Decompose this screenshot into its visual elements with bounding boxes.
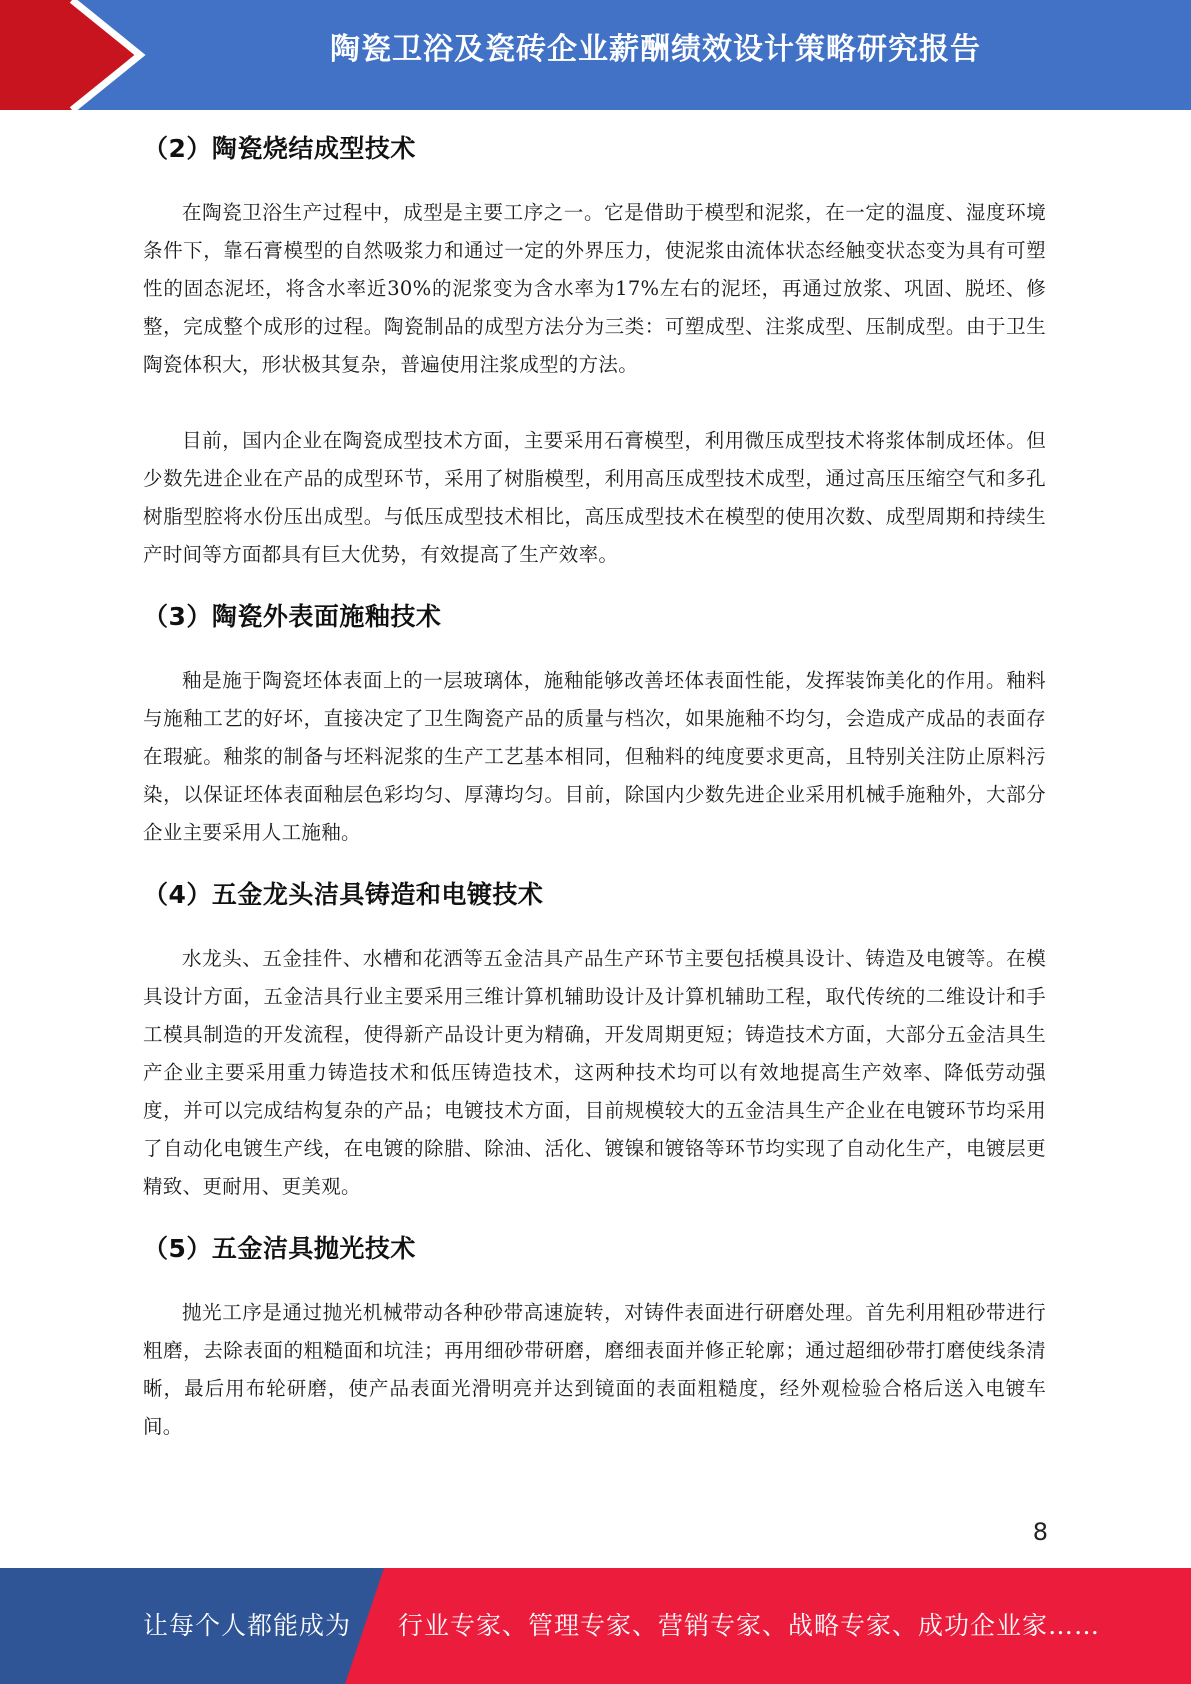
footer-slogan-right: 行业专家、管理专家、营销专家、战略专家、成功企业家……: [398, 1611, 1101, 1640]
footer-slogan-left: 让每个人都能成为: [143, 1611, 352, 1640]
section-heading: （4）五金龙头洁具铸造和电镀技术: [143, 880, 544, 909]
paragraph: 釉是施于陶瓷坯体表面上的一层玻璃体，施釉能够改善坯体表面性能，发挥装饰美化的作用。釉料与施釉工艺的好坏，直接决定了卫生陶瓷产品的质量与档次，如果施釉不均匀，会造成产成品的表面存在瑕疵。釉浆的制备与坯料泥浆的生产工艺基本相同，但釉料的纯度要求更高，且特别关注防止原料污染，以保证坯体表面釉层色彩均匀、厚薄均匀。目前，除国内少数先进企业采用机械手施釉外，大部分企业主要采用人工施釉。: [143, 669, 1046, 844]
header-arrow-decoration: [0, 0, 160, 110]
section-heading: （5）五金洁具抛光技术: [143, 1234, 416, 1263]
report-title: 陶瓷卫浴及瓷砖企业薪酬绩效设计策略研究报告: [330, 32, 981, 67]
paragraph: 水龙头、五金挂件、水槽和花洒等五金洁具产品生产环节主要包括模具设计、铸造及电镀等。在模具设计方面，五金洁具行业主要采用三维计算机辅助设计及计算机辅助工程，取代传统的二维设计和手工模具制造的开发流程，使得新产品设计更为精确，开发周期更短；铸造技术方面，大部分五金洁具生产企业主要采用重力铸造技术和低压铸造技术，这两种技术均可以有效地提高生产效率、降低劳动强度，并可以完成结构复杂的产品；电镀技术方面，目前规模较大的五金洁具生产企业在电镀环节均采用了自动化电镀生产线，在电镀的除腊、除油、活化、镀镍和镀铬等环节均实现了自动化生产，电镀层更精致、更耐用、更美观。: [143, 947, 1046, 1198]
header-red-arrow: [0, 0, 140, 110]
page-footer: [0, 1568, 1191, 1684]
paragraph: 抛光工序是通过抛光机械带动各种砂带高速旋转，对铸件表面进行研磨处理。首先利用粗砂带进行粗磨，去除表面的粗糙面和坑洼；再用细砂带研磨，磨细表面并修正轮廓；通过超细砂带打磨使线条清晰，最后用布轮研磨，使产品表面光滑明亮并达到镜面的表面粗糙度，经外观检验合格后送入电镀车间。: [143, 1301, 1046, 1438]
paragraph: 目前，国内企业在陶瓷成型技术方面，主要采用石膏模型，利用微压成型技术将浆体制成坯体。但少数先进企业在产品的成型环节，采用了树脂模型，利用高压成型技术成型，通过高压压缩空气和多孔树脂型腔将水份压出成型。与低压成型技术相比，高压成型技术在模型的使用次数、成型周期和持续生产时间等方面都具有巨大优势，有效提高了生产效率。: [143, 429, 1046, 566]
document-body: [143, 126, 1046, 1446]
section-heading: （2）陶瓷烧结成型技术: [143, 134, 416, 163]
page-header: [0, 0, 1191, 110]
section-heading: （3）陶瓷外表面施釉技术: [143, 602, 442, 631]
page-number: 8: [1032, 1518, 1048, 1546]
paragraph: 在陶瓷卫浴生产过程中，成型是主要工序之一。它是借助于模型和泥浆，在一定的温度、湿度环境条件下，靠石膏模型的自然吸浆力和通过一定的外界压力，使泥浆由流体状态经触变状态变为具有可塑性的固态泥坯，将含水率近30%的泥浆变为含水率为17%左右的泥坯，再通过放浆、巩固、脱坯、修整，完成整个成形的过程。陶瓷制品的成型方法分为三类：可塑成型、注浆成型、压制成型。由于卫生陶瓷体积大，形状极其复杂，普遍使用注浆成型的方法。: [143, 201, 1046, 376]
